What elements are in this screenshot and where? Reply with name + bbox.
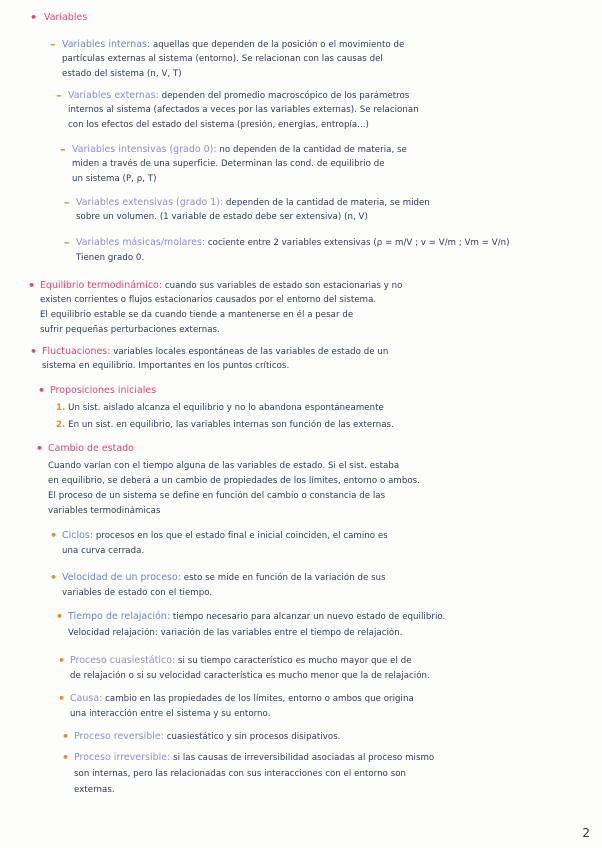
line-velocidad-2: variables de estado con el tiempo.	[62, 588, 213, 598]
line-intensivas-1: Variables intensivas (grado 0): no dependen de la cantidad de materia, se	[72, 144, 407, 155]
dash-masicas: –	[64, 236, 70, 249]
bullet-irreversible: •	[62, 751, 70, 764]
dash-extensivas: –	[64, 196, 70, 209]
line-extensivas-2: sobre un volumen. (1 variable de estado debe ser extensiva) (n, V)	[76, 212, 368, 222]
term-variables-externas: Variables externas:	[68, 90, 159, 101]
line-velocidad-1: Velocidad de un proceso: esto se mide en función de la variación de sus	[62, 572, 386, 583]
line-equilibrio-3: El equilibrio estable se da cuando tiende a mantenerse en él a pesar de	[40, 310, 354, 320]
term-fluctuaciones: Fluctuaciones:	[42, 346, 111, 357]
line-causa-2: una interacción entre el sistema y su entorno.	[70, 709, 271, 719]
term-velocidad-proceso: Velocidad de un proceso:	[62, 572, 181, 583]
term-proceso-irreversible: Proceso irreversible:	[74, 752, 171, 763]
bullet-proposiciones: •	[38, 384, 46, 397]
term-variables-internas: Variables internas:	[62, 39, 151, 50]
line-masicas-1: Variables másicas/molares: cociente entre 2 variables extensivas (ρ = m/V ; v = V/m ; Vm = V/n)	[76, 237, 510, 248]
line-internas-2: partículas externas al sistema (entorno). Se relacionan con las causas del	[62, 54, 383, 64]
bullet-cambio-estado: •	[36, 442, 44, 455]
term-variables-intensivas: Variables intensivas (grado 0):	[72, 144, 217, 155]
page-number: 2	[582, 826, 590, 840]
bullet-cuasiestatico: •	[58, 654, 66, 667]
proposicion-2: 2. En un sist. en equilibrio, las variables internas son función de las externas.	[56, 420, 394, 430]
line-equilibrio-4: sufrir pequeñas perturbaciones externas.	[40, 325, 220, 335]
line-reversible-1: Proceso reversible: cuasiestático y sin procesos disipativos.	[74, 731, 341, 742]
heading-cambio-estado: Cambio de estado	[48, 443, 134, 454]
bullet-causa: •	[58, 692, 66, 705]
line-externas-2: internos al sistema (afectados a veces por las variables externas). Se relacionan	[68, 105, 419, 115]
line-internas-3: estado del sistema (n, V, T)	[62, 69, 182, 79]
dash-internas: –	[50, 38, 56, 51]
line-internas-1: Variables internas: aquellas que dependen de la posición o el movimiento de	[62, 39, 405, 50]
bullet-tiempo-relajacion: •	[56, 610, 64, 623]
term-proceso-reversible: Proceso reversible:	[74, 731, 164, 742]
dash-externas: –	[56, 89, 62, 102]
term-proceso-cuasiestatico: Proceso cuasiestático:	[70, 655, 176, 666]
bullet-fluctuaciones: •	[30, 345, 38, 358]
line-ciclos-1: Ciclos: procesos en los que el estado final e inicial coinciden, el camino es	[62, 530, 388, 541]
term-variables-masicas: Variables másicas/molares:	[76, 237, 206, 248]
term-causa: Causa:	[70, 693, 103, 704]
line-irreversible-3: externas.	[74, 785, 115, 795]
line-causa-1: Causa: cambio en las propiedades de los límites, entorno o ambos que origina	[70, 693, 414, 704]
bullet-equilibrio: •	[28, 279, 36, 292]
bullet-variables: •	[30, 11, 38, 24]
heading-proposiciones: Proposiciones iniciales	[50, 385, 157, 396]
line-cambio-2: en equilibrio, se deberá a un cambio de propiedades de los límites, entorno o ambos.	[48, 476, 420, 486]
line-fluctuaciones-1: Fluctuaciones: variables locales espontáneas de las variables de estado de un	[42, 346, 389, 357]
line-equilibrio-2: existen corrientes o flujos estacionarios causados por el entorno del sistema.	[40, 295, 377, 305]
line-fluctuaciones-2: sistema en equilibrio. Importantes en los puntos críticos.	[42, 361, 290, 371]
bullet-reversible: •	[62, 730, 70, 743]
line-externas-1: Variables externas: dependen del promedio macroscópico de los parámetros	[68, 90, 410, 101]
line-cambio-1: Cuando varían con el tiempo alguna de las variables de estado. Si el sist. estaba	[48, 461, 400, 471]
line-masicas-2: Tienen grado 0.	[76, 253, 145, 263]
term-variables-extensivas: Variables extensivas (grado 1):	[76, 197, 224, 208]
line-ciclos-2: una curva cerrada.	[62, 546, 145, 556]
line-cuasi-2: de relajación o si su velocidad característica es mucho menor que la de relajación.	[70, 671, 430, 681]
proposicion-1: 1. Un sist. aislado alcanza el equilibrio y no lo abandona espontáneamente	[56, 403, 384, 413]
line-intensivas-3: un sistema (P, ρ, T)	[72, 174, 157, 184]
line-irreversible-2: son internas, pero las relacionadas con sus interacciones con el entorno son	[74, 769, 407, 779]
line-intensivas-2: miden a través de una superficie. Determinan las cond. de equilibrio de	[72, 159, 385, 169]
term-ciclos: Ciclos:	[62, 530, 94, 541]
heading-variables: Variables	[44, 12, 88, 23]
term-tiempo-relajacion: Tiempo de relajación:	[68, 611, 171, 622]
line-extensivas-1: Variables extensivas (grado 1): dependen de la cantidad de materia, se miden	[76, 197, 430, 208]
line-cambio-3: El proceso de un sistema se define en función del cambio o constancia de las	[48, 491, 386, 501]
line-equilibrio-1: Equilibrio termodinámico: cuando sus variables de estado son estacionarias y no	[40, 280, 403, 291]
term-equilibrio-termodinamico: Equilibrio termodinámico:	[40, 280, 163, 291]
bullet-ciclos: •	[50, 529, 58, 542]
line-tiempo-2: Velocidad relajación: variación de las variables entre el tiempo de relajación.	[68, 628, 403, 638]
line-cuasi-1: Proceso cuasiestático: si su tiempo característico es mucho mayor que el de	[70, 655, 412, 666]
dash-intensivas: –	[60, 143, 66, 156]
line-tiempo-1: Tiempo de relajación: tiempo necesario para alcanzar un nuevo estado de equilibrio.	[68, 611, 446, 622]
line-externas-3: con los efectos del estado del sistema (presión, energías, entropía...)	[68, 120, 369, 130]
bullet-velocidad: •	[50, 571, 58, 584]
line-irreversible-1: Proceso irreversible: si las causas de irreversibilidad asociadas al proceso mismo	[74, 752, 435, 763]
line-cambio-4: variables termodinámicas	[48, 506, 161, 516]
